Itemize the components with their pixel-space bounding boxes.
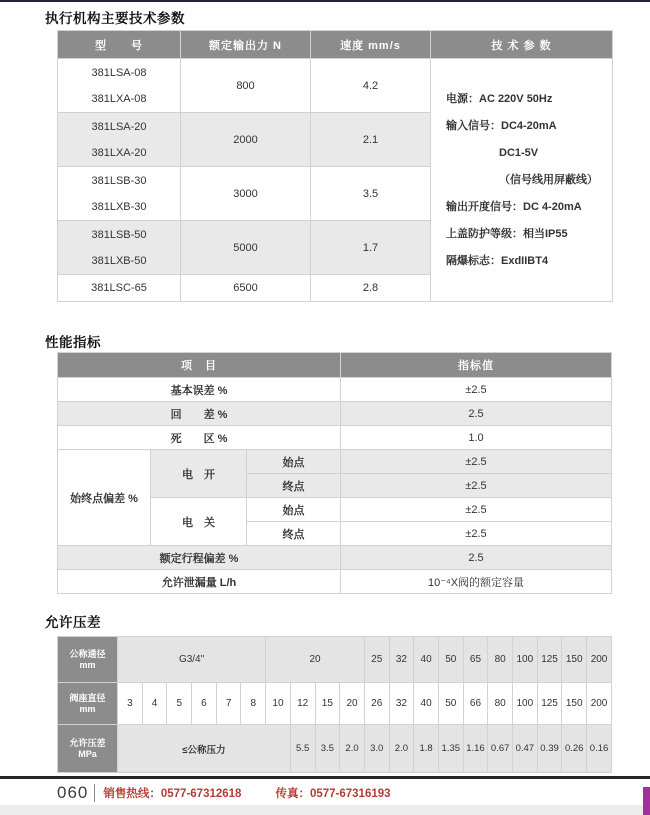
model-name: 381LXB-50 <box>91 254 147 267</box>
endpoint-deviation-label: 始终点偏差 % <box>58 450 151 546</box>
seat-diameter-cell: 15 <box>315 683 340 725</box>
row-header-allowable-pressure <box>58 725 118 773</box>
pressure-cell: 1.16 <box>463 725 488 773</box>
end-point-label: 终点 <box>247 474 341 498</box>
tech-params-cell <box>431 59 613 302</box>
performance-index-table <box>57 352 612 594</box>
seat-diameter-cell: 8 <box>241 683 266 725</box>
allowable-pressure-diff-table <box>57 636 612 773</box>
page-footer <box>57 783 391 803</box>
start-point-label: 始点 <box>247 498 341 522</box>
row-header-nominal-diameter <box>58 637 118 683</box>
tech-line-output-signal: 输出开度信号：DC 4-20mA <box>446 200 582 213</box>
item-value: 10⁻⁴X阀的额定容量 <box>341 570 612 594</box>
row-header-unit: mm <box>79 703 96 714</box>
seat-diameter-cell: 66 <box>463 683 488 725</box>
col-header-force: 额定输出力 N <box>181 31 311 59</box>
seat-diameter-cell: 4 <box>142 683 167 725</box>
sales-hotline: 销售热线：0577-67312618 <box>103 788 242 800</box>
pressure-cell: 0.39 <box>537 725 562 773</box>
seat-diameter-cell: 125 <box>537 683 562 725</box>
col-header-tech-params: 技 术 参 数 <box>431 31 613 59</box>
seat-diameter-row <box>58 683 612 725</box>
nominal-diameter-cell: 200 <box>587 637 612 683</box>
perf-row-travel-deviation <box>58 546 612 570</box>
seat-diameter-cell: 7 <box>216 683 241 725</box>
tech-line-protection: 上盖防护等级：相当IP55 <box>446 227 568 240</box>
force-cell: 6500 <box>181 275 311 302</box>
speed-cell: 3.5 <box>311 167 431 221</box>
nominal-diameter-cell: 100 <box>513 637 538 683</box>
seat-diameter-cell: 26 <box>364 683 389 725</box>
tech-line-power: 电源：AC 220V 50Hz <box>446 92 553 105</box>
pressure-cell: 2.0 <box>340 725 365 773</box>
seat-diameter-cell: 10 <box>266 683 291 725</box>
page-top-rule <box>0 0 650 2</box>
item-label: 死 区 % <box>58 426 341 450</box>
speed-cell: 2.1 <box>311 113 431 167</box>
row-header-seat-diameter <box>58 683 118 725</box>
item-value: ±2.5 <box>341 522 612 546</box>
item-label: 允许泄漏量 L/h <box>58 570 341 594</box>
model-cell <box>58 167 181 221</box>
item-value: ±2.5 <box>341 450 612 474</box>
nominal-diameter-cell: 25 <box>364 637 389 683</box>
force-cell: 3000 <box>181 167 311 221</box>
item-value: 2.5 <box>341 402 612 426</box>
seat-diameter-cell: 6 <box>192 683 217 725</box>
actuator-header-row <box>58 31 613 59</box>
tech-line-input-signal-2: DC1-5V <box>499 146 539 159</box>
pressure-cell: 0.26 <box>562 725 587 773</box>
perf-row-basic-error <box>58 378 612 402</box>
pressure-cell: 3.0 <box>364 725 389 773</box>
pressure-cell: ≤公称压力 <box>118 725 291 773</box>
perf-row-dead-zone <box>58 426 612 450</box>
seat-diameter-cell: 100 <box>513 683 538 725</box>
row-header-unit: MPa <box>78 748 97 759</box>
seat-diameter-cell: 3 <box>118 683 143 725</box>
item-value: ±2.5 <box>341 378 612 402</box>
col-header-index-value: 指标值 <box>341 353 612 378</box>
nominal-diameter-cell: 20 <box>266 637 365 683</box>
item-value: 1.0 <box>341 426 612 450</box>
footer-rule <box>0 776 650 779</box>
seat-diameter-cell: 40 <box>414 683 439 725</box>
corner-accent-bar <box>643 787 650 815</box>
electric-close-label: 电 关 <box>151 498 247 546</box>
row-header-text: 允许压差 <box>69 737 106 748</box>
nominal-diameter-cell: G3/4" <box>118 637 266 683</box>
seat-diameter-cell: 150 <box>562 683 587 725</box>
tech-line-explosion-proof: 隔爆标志：ExdIIBT4 <box>446 254 549 267</box>
model-cell <box>58 275 181 302</box>
pressure-cell: 0.67 <box>488 725 513 773</box>
row-header-text: 阀座直径 <box>69 692 106 703</box>
perf-row-leakage <box>58 570 612 594</box>
seat-diameter-cell: 5 <box>167 683 192 725</box>
item-label: 额定行程偏差 % <box>58 546 341 570</box>
pressure-cell: 5.5 <box>290 725 315 773</box>
model-cell <box>58 221 181 275</box>
item-label: 基本误差 % <box>58 378 341 402</box>
model-name: 381LXA-08 <box>91 92 147 105</box>
electric-open-label: 电 开 <box>151 450 247 498</box>
model-name: 381LSA-08 <box>91 66 147 79</box>
nominal-diameter-row <box>58 637 612 683</box>
seat-diameter-cell: 50 <box>438 683 463 725</box>
perf-row-open-start <box>58 450 612 474</box>
perf-row-hysteresis <box>58 402 612 426</box>
item-value: ±2.5 <box>341 498 612 522</box>
row-header-text: 公称通径 <box>69 648 106 659</box>
seat-diameter-cell: 32 <box>389 683 414 725</box>
col-header-item: 项 目 <box>58 353 341 378</box>
model-name: 381LXA-20 <box>91 146 147 159</box>
item-value: 2.5 <box>341 546 612 570</box>
col-header-model: 型 号 <box>58 31 181 59</box>
col-header-speed: 速度 mm/s <box>311 31 431 59</box>
row-header-unit: mm <box>79 659 96 670</box>
allowable-pressure-row <box>58 725 612 773</box>
seat-diameter-cell: 80 <box>488 683 513 725</box>
nominal-diameter-cell: 50 <box>438 637 463 683</box>
speed-cell: 1.7 <box>311 221 431 275</box>
start-point-label: 始点 <box>247 450 341 474</box>
force-cell: 800 <box>181 59 311 113</box>
seat-diameter-cell: 200 <box>587 683 612 725</box>
model-name: 381LSB-50 <box>91 228 147 241</box>
model-name: 381LSB-30 <box>91 174 147 187</box>
pressure-cell: 1.35 <box>438 725 463 773</box>
pressure-cell: 1.8 <box>414 725 439 773</box>
force-cell: 2000 <box>181 113 311 167</box>
actuator-spec-table <box>57 30 613 302</box>
model-cell <box>58 113 181 167</box>
page-number: 060 <box>57 783 89 802</box>
pressure-cell: 0.47 <box>513 725 538 773</box>
pressure-cell: 0.16 <box>587 725 612 773</box>
fax-number: 传真：0577-67316193 <box>275 788 391 800</box>
actuator-row-group-1 <box>58 59 613 113</box>
section-title-pressure-diff: 允许压差 <box>45 615 101 630</box>
speed-cell: 4.2 <box>311 59 431 113</box>
nominal-diameter-cell: 80 <box>488 637 513 683</box>
speed-cell: 2.8 <box>311 275 431 302</box>
item-label: 回 差 % <box>58 402 341 426</box>
bottom-edge-strip <box>0 805 650 815</box>
nominal-diameter-cell: 40 <box>414 637 439 683</box>
nominal-diameter-cell: 32 <box>389 637 414 683</box>
model-name: 381LSA-20 <box>91 120 147 133</box>
section-title-performance: 性能指标 <box>45 335 101 350</box>
model-cell <box>58 59 181 113</box>
pressure-cell: 3.5 <box>315 725 340 773</box>
pressure-cell: 2.0 <box>389 725 414 773</box>
nominal-diameter-cell: 125 <box>537 637 562 683</box>
tech-line-shield-note: （信号线用屏蔽线） <box>499 173 598 186</box>
seat-diameter-cell: 12 <box>290 683 315 725</box>
perf-header-row <box>58 353 612 378</box>
seat-diameter-cell: 20 <box>340 683 365 725</box>
model-name: 381LXB-30 <box>91 200 147 213</box>
tech-line-input-signal: 输入信号：DC4-20mA <box>446 119 557 132</box>
footer-divider <box>94 784 95 802</box>
nominal-diameter-cell: 65 <box>463 637 488 683</box>
nominal-diameter-cell: 150 <box>562 637 587 683</box>
model-name: 381LSC-65 <box>91 282 147 294</box>
force-cell: 5000 <box>181 221 311 275</box>
item-value: ±2.5 <box>341 474 612 498</box>
section-title-actuator-params: 执行机构主要技术参数 <box>45 11 185 26</box>
end-point-label: 终点 <box>247 522 341 546</box>
